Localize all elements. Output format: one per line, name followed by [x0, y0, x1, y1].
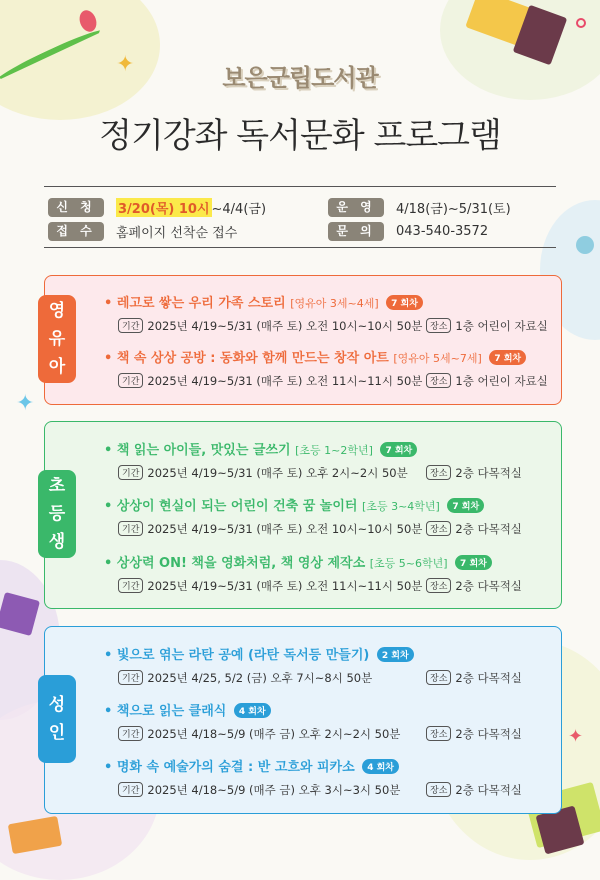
program-meta: 기간 2025년 4/19~5/31 (매주 토) 오전 11시~11시 50분 장소 2층 다목적실 [118, 578, 544, 594]
sparkle-icon: ✦ [568, 726, 584, 747]
apply-date-highlight: 3/20(목) 10시 [116, 198, 212, 217]
apply-date-rest: ~4/4(금) [211, 201, 267, 217]
section-tag-char: 등 [48, 504, 66, 524]
method-row [48, 221, 237, 241]
section-tag-char: 영 [48, 301, 66, 321]
section-tag-char: 생 [48, 532, 66, 552]
session-badge: 7 회차 [380, 442, 417, 457]
page-title: 정기강좌 독서문화 프로그램 [99, 116, 501, 156]
program-meta: 기간 2025년 4/19~5/31 (매주 토) 오후 2시~2시 50분 장소 2층 다목적실 [118, 465, 544, 481]
info-box [44, 186, 556, 248]
program-title: • 명화 속 예술가의 숨결 : 반 고흐와 피카소 4 회차 [104, 756, 544, 775]
program-meta: 기간 2025년 4/19~5/31 (매주 토) 오전 11시~11시 50분 장소 1층 어린이 자료실 [118, 373, 544, 389]
program-meta: 기간 2025년 4/18~5/9 (매주 금) 오후 2시~2시 50분 장소 2층 다목적실 [118, 726, 544, 742]
contact-value: 043-540-3572 [396, 223, 489, 239]
program-item [104, 552, 544, 594]
method-label: 접 수 [48, 222, 104, 241]
sparkle-icon: ✦ [116, 52, 135, 77]
program-title: • 상상력 ON! 책을 영화처럼, 책 영상 제작소 [초등 5~6학년] 7 회차 [104, 552, 544, 571]
program-title: • 상상이 현실이 되는 어린이 건축 꿈 놀이터 [초등 3~4학년] 7 회차 [104, 495, 544, 514]
program-item [104, 756, 544, 798]
program-title: • 책 읽는 아이들, 맛있는 글쓰기 [초등 1~2학년] 7 회차 [104, 439, 544, 458]
apply-label: 신 청 [48, 198, 104, 217]
run-label: 운 영 [328, 198, 384, 217]
program-item [104, 495, 544, 537]
session-badge: 4 회차 [234, 703, 271, 718]
library-name: 보은군립도서관 [222, 64, 378, 92]
program-title: • 레고로 쌓는 우리 가족 스토리 [영유아 3세~4세] 7 회차 [104, 292, 544, 311]
run-value: 4/18(금)~5/31(토) [396, 201, 511, 217]
section-elementary-tag [38, 470, 76, 558]
section-adult-tag [38, 675, 76, 763]
section-tag-char: 인 [48, 723, 66, 743]
session-badge: 7 회차 [489, 350, 526, 365]
session-badge: 2 회차 [377, 647, 414, 662]
circle-decor-icon [576, 236, 594, 254]
session-badge: 7 회차 [455, 555, 492, 570]
program-meta: 기간 2025년 4/18~5/9 (매주 금) 오후 3시~3시 50분 장소 2층 다목적실 [118, 782, 544, 798]
section-tag-char: 초 [48, 476, 66, 496]
session-badge: 7 회차 [386, 295, 423, 310]
apply-row [48, 197, 266, 217]
circle-decor-icon [576, 18, 586, 28]
run-row [328, 197, 511, 217]
program-meta: 기간 2025년 4/19~5/31 (매주 토) 오전 10시~10시 50분 장소 2층 다목적실 [118, 521, 544, 537]
program-item [104, 347, 548, 389]
program-item [104, 700, 544, 742]
program-title: • 책 속 상상 공방 : 동화와 함께 만드는 창작 아트 [영유아 5세~7세] 7 회차 [104, 347, 544, 366]
program-meta: 기간 2025년 4/25, 5/2 (금) 오후 7시~8시 50분 장소 2층 다목적실 [118, 670, 544, 686]
session-badge: 4 회차 [362, 759, 399, 774]
program-item [104, 292, 548, 334]
section-tag-char: 성 [48, 695, 66, 715]
program-meta: 기간 2025년 4/19~5/31 (매주 토) 오전 10시~10시 50분 장소 1층 어린이 자료실 [118, 318, 544, 334]
section-tag-char: 유 [48, 329, 66, 349]
program-item [104, 644, 544, 686]
method-value: 홈페이지 선착순 접수 [116, 225, 238, 241]
contact-label: 문 의 [328, 222, 384, 241]
program-title: • 책으로 읽는 클래식 4 회차 [104, 700, 544, 719]
program-title: • 빛으로 엮는 라탄 공예 (라탄 독서등 만들기) 2 회차 [104, 644, 544, 663]
contact-row [328, 221, 488, 241]
section-tag-char: 아 [48, 357, 66, 377]
program-item [104, 439, 544, 481]
sparkle-icon: ✦ [16, 391, 35, 416]
section-kids-tag [38, 295, 76, 383]
session-badge: 7 회차 [447, 498, 484, 513]
